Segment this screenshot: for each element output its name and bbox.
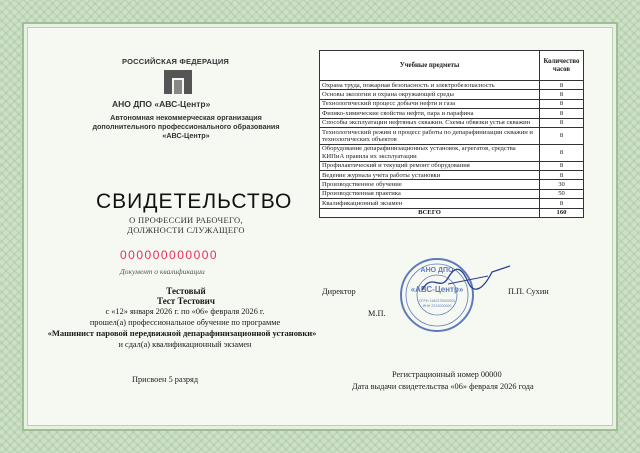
registration-number: Регистрационный номер 00000 bbox=[392, 370, 502, 379]
subtitle-line: О ПРОФЕССИИ РАБОЧЕГО, bbox=[129, 215, 243, 225]
org-logo-icon bbox=[158, 68, 198, 96]
hours-cell: 8 bbox=[540, 199, 584, 208]
org-full-name-line: Автономная некоммерческая организация bbox=[110, 113, 262, 122]
certificate-title: СВИДЕТЕЛЬСТВО bbox=[96, 190, 293, 213]
hours-cell: 8 bbox=[540, 81, 584, 90]
hours-cell: 8 bbox=[540, 109, 584, 118]
table-row bbox=[320, 99, 584, 108]
table-row bbox=[320, 180, 584, 189]
exam-text: и сдал(а) квалификационный экзамен bbox=[118, 340, 252, 349]
assigned-rank: Присвоен 5 разряд bbox=[132, 375, 199, 384]
stamp-center-text: «АВС-Центр» bbox=[410, 285, 464, 294]
org-full-name-line: дополнительного профессионального образования bbox=[92, 122, 280, 131]
hours-cell: 8 bbox=[540, 90, 584, 99]
certificate-number: 000000000000 bbox=[120, 248, 219, 262]
stamp-line: ИНН 2312000000 bbox=[422, 304, 452, 308]
training-dates: с «12» января 2026 г. по «06» февраля 2026 г. bbox=[105, 307, 265, 316]
table-row bbox=[320, 171, 584, 180]
table-row bbox=[320, 118, 584, 127]
table-row bbox=[320, 90, 584, 99]
table-row bbox=[320, 189, 584, 198]
hours-cell: 8 bbox=[540, 128, 584, 145]
subject-cell: Профилактический и текущий ремонт оборудования bbox=[320, 161, 540, 170]
hours-cell: 30 bbox=[540, 180, 584, 189]
stamp-line: ОГРН 1182375000000 bbox=[418, 299, 456, 303]
total-label: ВСЕГО bbox=[320, 208, 540, 217]
subject-cell: Основы экологии и охрана окружающей среды bbox=[320, 90, 540, 99]
hours-cell: 8 bbox=[540, 118, 584, 127]
subject-cell: Способы эксплуатации нефтяных скважин. Схемы обвязки устья скважин bbox=[320, 118, 540, 127]
holder-surname: Тестовый bbox=[166, 286, 206, 296]
subject-cell: Оборудование депарафинизационных установок, агрегатов, средства КИПиА правила их эксплуатации bbox=[320, 144, 540, 161]
issue-date: Дата выдачи свидетельства «06» февраля 2026 года bbox=[352, 382, 534, 391]
subjects-table bbox=[319, 50, 584, 218]
stamp-top-text: АНО ДПО bbox=[420, 267, 454, 274]
program-name: «Машинист паровой передвижной депарафинизационной установки» bbox=[47, 328, 317, 338]
table-row bbox=[320, 199, 584, 208]
subtitle-line: ДОЛЖНОСТИ СЛУЖАЩЕГО bbox=[127, 225, 245, 235]
document-type: Документ о квалификации bbox=[120, 267, 205, 276]
org-short-name: АНО ДПО «АВС-Центр» bbox=[112, 99, 211, 109]
table-header-row bbox=[320, 51, 584, 81]
hours-cell: 8 bbox=[540, 99, 584, 108]
table-row bbox=[320, 109, 584, 118]
table-row bbox=[320, 144, 584, 161]
total-value: 160 bbox=[540, 208, 584, 217]
director-signature bbox=[418, 262, 514, 296]
seal-place-label: М.П. bbox=[368, 309, 386, 318]
column-header-subject: Учебные предметы bbox=[320, 51, 540, 81]
hours-cell: 8 bbox=[540, 144, 584, 161]
director-label: Директор bbox=[322, 287, 356, 296]
subject-cell: Технологический режим и процесс работы по депарафинизации скважин и технологических объектов bbox=[320, 128, 540, 145]
subject-cell: Квалификационный экзамен bbox=[320, 199, 540, 208]
subject-cell: Технологический процесс добычи нефти и газа bbox=[320, 99, 540, 108]
subject-cell: Физико-химические свойства нефти, пара и парафина bbox=[320, 109, 540, 118]
certificate-subtitle bbox=[96, 215, 276, 235]
subject-cell: Производственная практика bbox=[320, 189, 540, 198]
column-header-hours: Количество часов bbox=[540, 51, 584, 81]
hours-cell: 8 bbox=[540, 161, 584, 170]
org-full-name-line: «АВС-Центр» bbox=[162, 131, 210, 140]
subject-cell: Охрана труда, пожарная безопасность и электробезопасность bbox=[320, 81, 540, 90]
holder-name: Тест Тестович bbox=[157, 296, 215, 306]
hours-cell: 50 bbox=[540, 189, 584, 198]
org-full-name bbox=[86, 113, 286, 140]
country-header: РОССИЙСКАЯ ФЕДЕРАЦИЯ bbox=[122, 57, 230, 66]
subject-cell: Производственное обучение bbox=[320, 180, 540, 189]
table-total-row bbox=[320, 208, 584, 217]
table-row bbox=[320, 128, 584, 145]
director-name: П.П. Сухин bbox=[508, 287, 549, 296]
table-row bbox=[320, 81, 584, 90]
table-row bbox=[320, 161, 584, 170]
subject-cell: Ведение журнала учета работы установки bbox=[320, 171, 540, 180]
hours-cell: 8 bbox=[540, 171, 584, 180]
training-passed-text: прошел(а) профессиональное обучение по программе bbox=[89, 318, 281, 327]
